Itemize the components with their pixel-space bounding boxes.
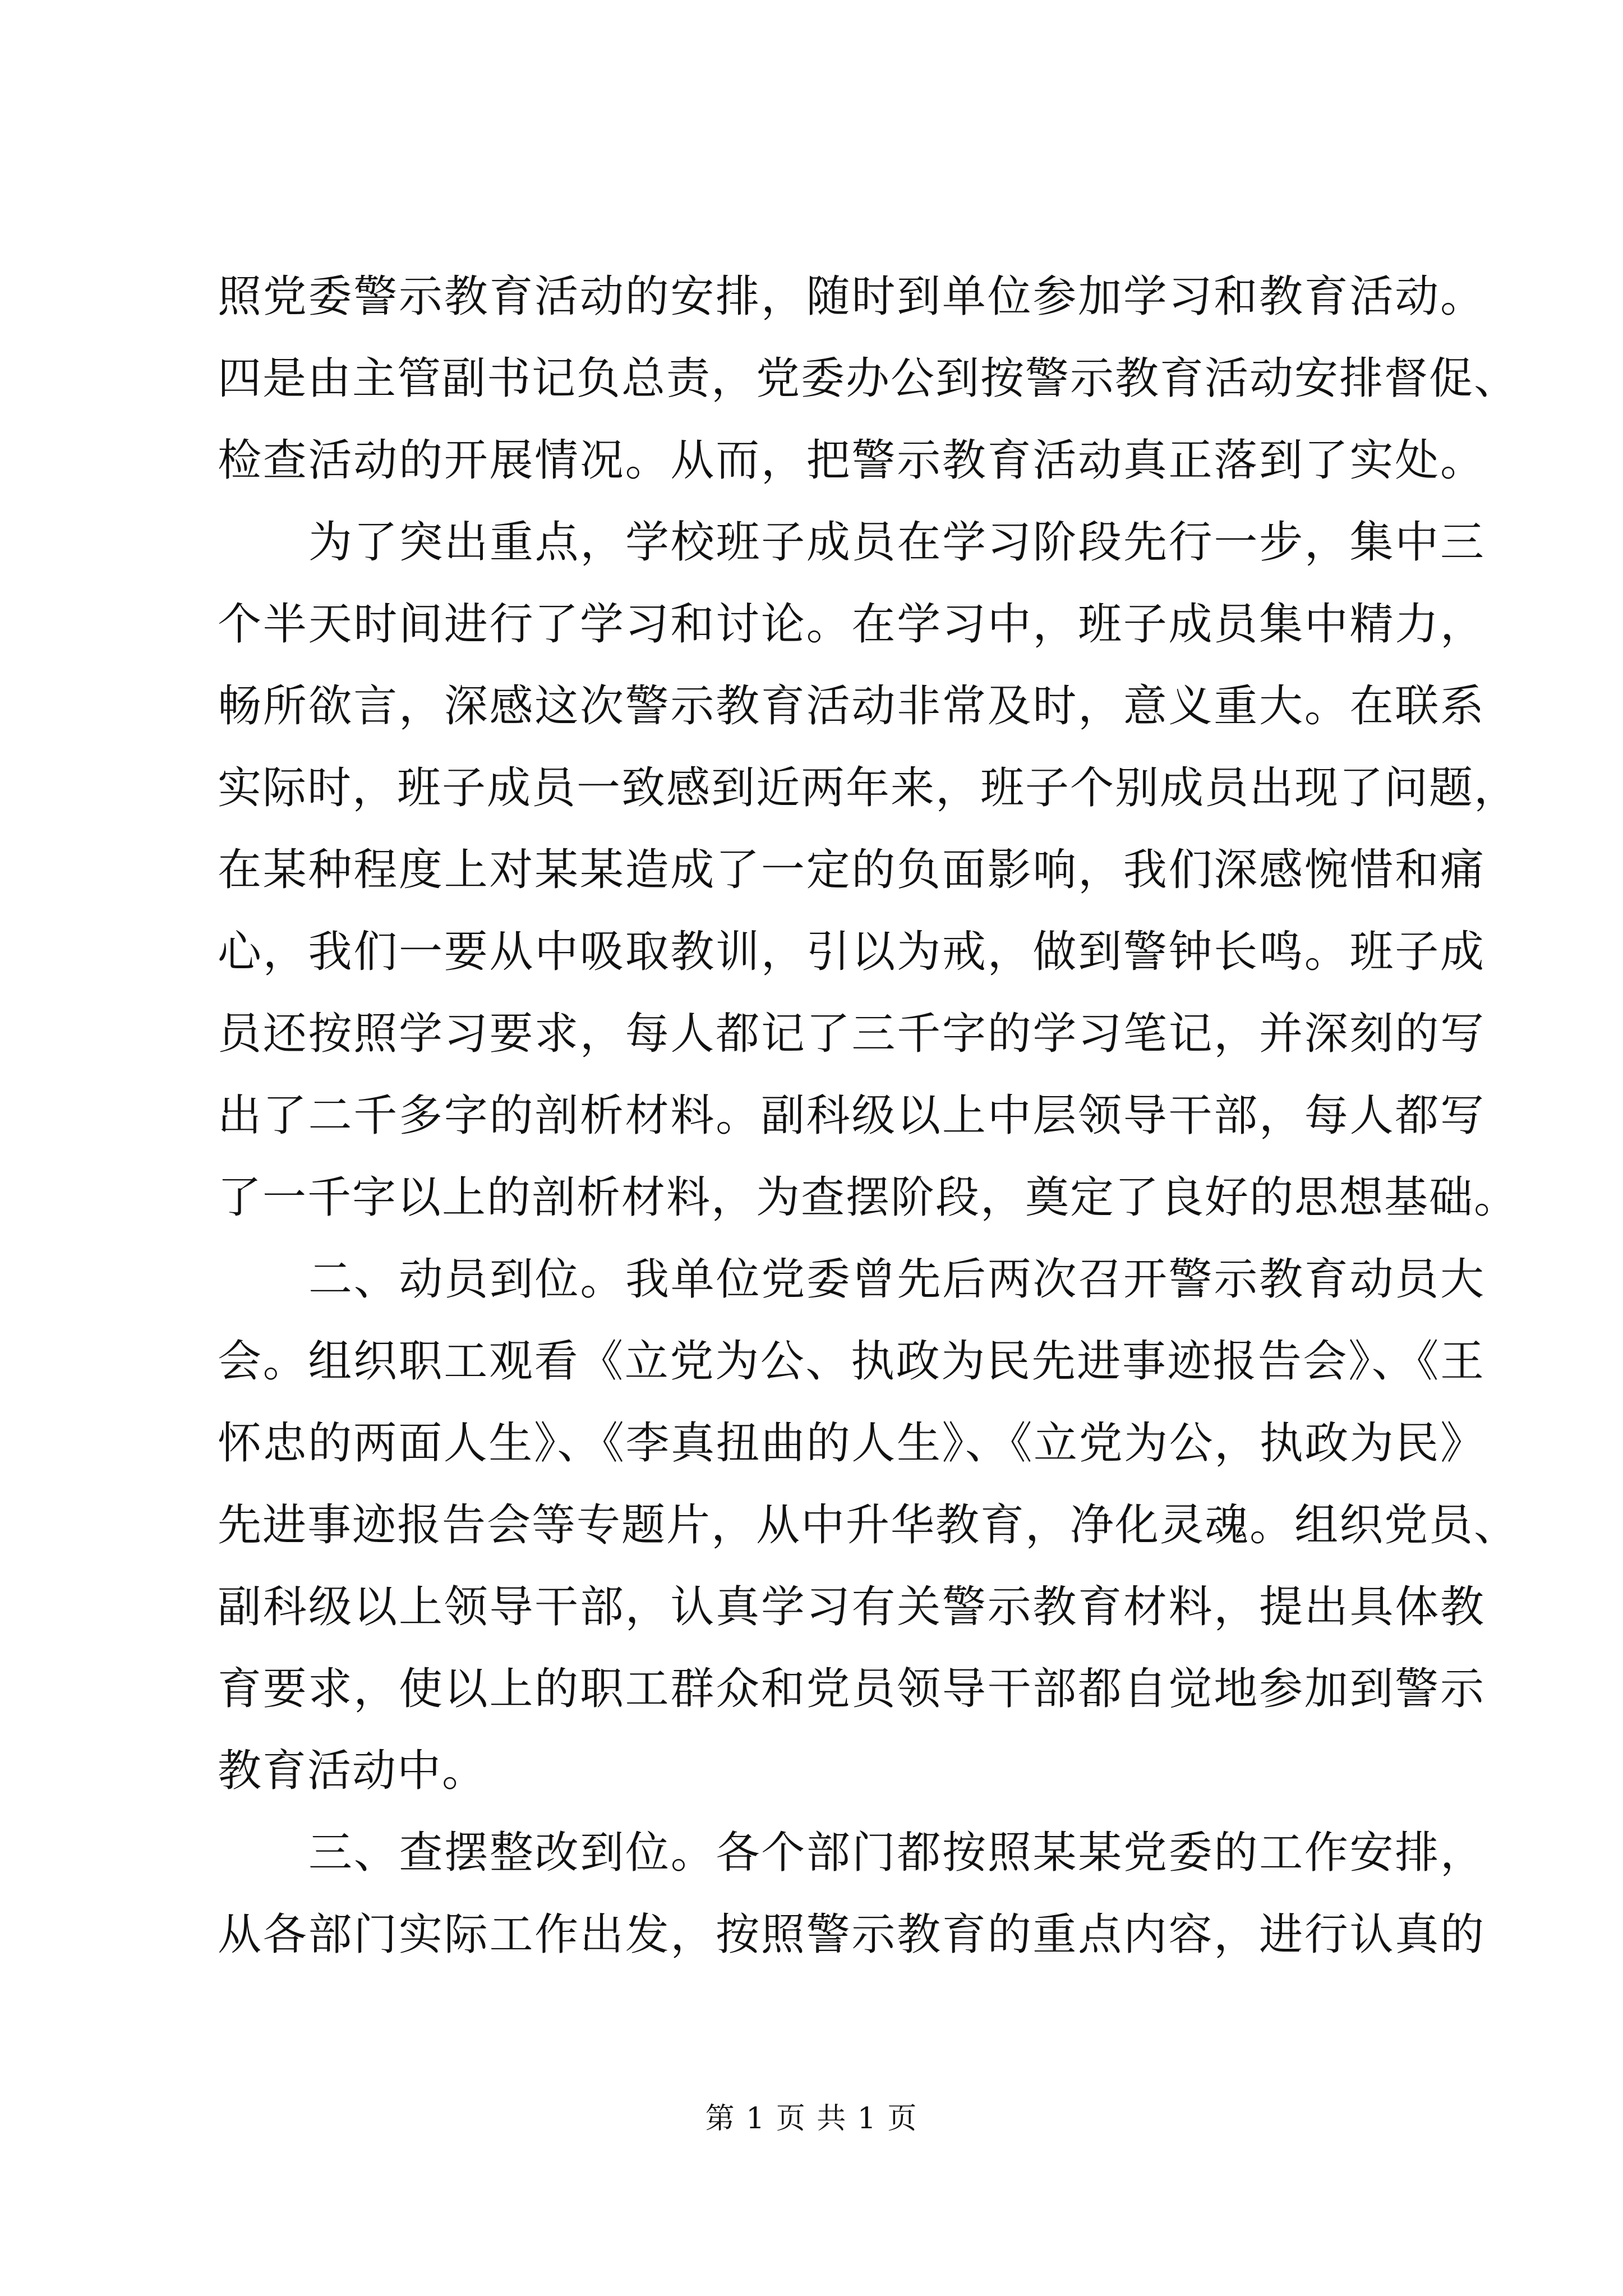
- text-line: 在某种程度上对某某造成了一定的负面影响，我们深感惋惜和痛: [218, 845, 1485, 895]
- text-line: 个半天时间进行了学习和讨论。在学习中，班子成员集中精力，: [218, 599, 1485, 650]
- paragraph-first-line: 三、查摆整改到位。各个部门都按照某某党委的工作安排，: [308, 1828, 1485, 1878]
- text-line: 了一千字以上的剖析材料，为查摆阶段，奠定了良好的思想基础。: [218, 1172, 1519, 1223]
- text-line: 畅所欲言，深感这次警示教育活动非常及时，意义重大。在联系: [218, 681, 1485, 731]
- paragraph-first-line: 二、动员到位。我单位党委曾先后两次召开警示教育动员大: [308, 1254, 1485, 1305]
- text-line: 实际时，班子成员一致感到近两年来，班子个别成员出现了问题，: [218, 763, 1519, 813]
- text-line: 育要求，使以上的职工群众和党员领导干部都自觉地参加到警示: [218, 1664, 1485, 1714]
- text-line: 会。组织职工观看《立党为公、执政为民先进事迹报告会》、《王: [218, 1336, 1485, 1387]
- paragraph-first-line: 为了突出重点，学校班子成员在学习阶段先行一步，集中三: [308, 517, 1485, 568]
- paragraph-last-line: 教育活动中。: [218, 1746, 487, 1796]
- page-number-footer: 第 1 页 共 1 页: [705, 2102, 918, 2136]
- text-line: 四是由主管副书记负总责，党委办公到按警示教育活动安排督促、: [218, 353, 1519, 404]
- text-line: 员还按照学习要求，每人都记了三千字的学习笔记，并深刻的写: [218, 1009, 1485, 1059]
- text-line: 副科级以上领导干部，认真学习有关警示教育材料，提出具体教: [218, 1582, 1485, 1632]
- text-line: 心，我们一要从中吸取教训，引以为戒，做到警钟长鸣。班子成: [218, 927, 1485, 977]
- document-body: [218, 256, 1519, 1976]
- text-line: 怀忠的两面人生》、《李真扭曲的人生》、《立党为公，执政为民》: [218, 1418, 1485, 1469]
- text-line: 先进事迹报告会等专题片，从中升华教育，净化灵魂。组织党员、: [218, 1500, 1519, 1550]
- text-line: 检查活动的开展情况。从而，把警示教育活动真正落到了实处。: [218, 435, 1485, 486]
- text-line: 照党委警示教育活动的安排，随时到单位参加学习和教育活动。: [218, 272, 1485, 322]
- text-line: 从各部门实际工作出发，按照警示教育的重点内容，进行认真的: [218, 1910, 1485, 1960]
- text-line: 出了二千多字的剖析材料。副科级以上中层领导干部，每人都写: [218, 1091, 1485, 1141]
